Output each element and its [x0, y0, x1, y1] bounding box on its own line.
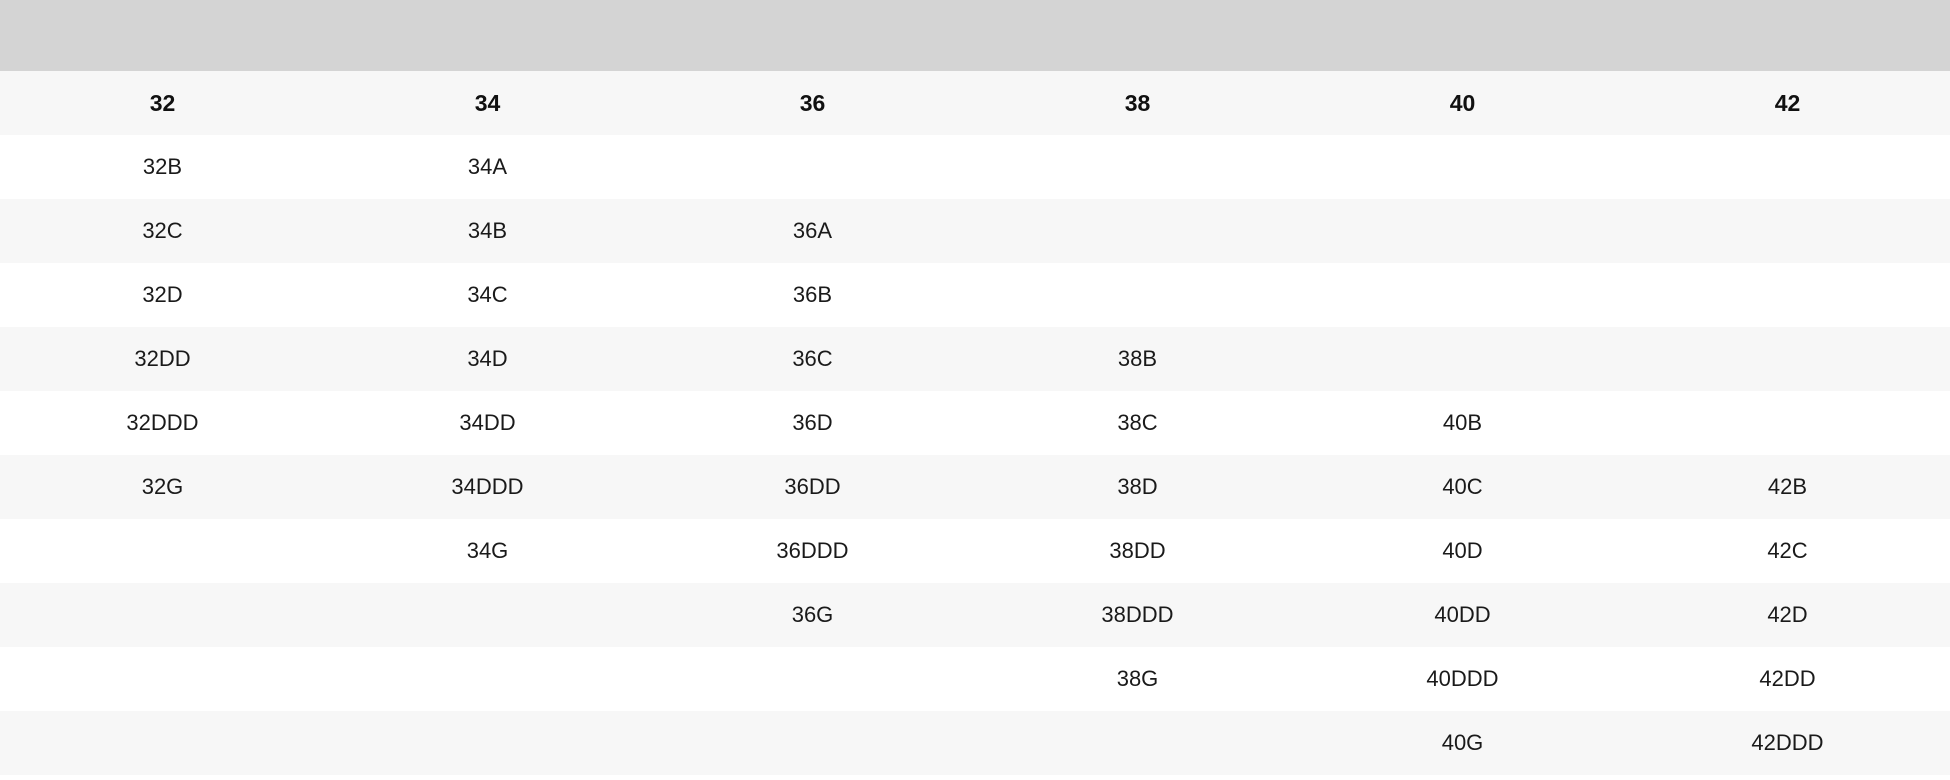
table-row [0, 647, 1950, 711]
table-cell: 42DDD [1625, 711, 1950, 775]
table-cell: 40DD [1300, 583, 1625, 647]
table-cell: 38DDD [975, 583, 1300, 647]
table-cell [1625, 327, 1950, 391]
table-cell [325, 583, 650, 647]
table-cell: 32B [0, 135, 325, 199]
table-row [0, 199, 1950, 263]
table-cell [975, 711, 1300, 775]
table-cell: 34G [325, 519, 650, 583]
table-header [0, 71, 1950, 135]
table-cell: 42DD [1625, 647, 1950, 711]
top-bar [0, 0, 1950, 71]
table-cell: 34B [325, 199, 650, 263]
table-cell [1300, 327, 1625, 391]
column-header-band-32: 32 [0, 71, 325, 135]
table-row [0, 327, 1950, 391]
table-cell: 34DDD [325, 455, 650, 519]
table-cell: 36DD [650, 455, 975, 519]
table-cell: 36G [650, 583, 975, 647]
table-cell [1625, 391, 1950, 455]
table-row [0, 583, 1950, 647]
table-cell [0, 647, 325, 711]
table-cell: 32D [0, 263, 325, 327]
table-cell: 42B [1625, 455, 1950, 519]
table-cell: 34C [325, 263, 650, 327]
column-header-band-34: 34 [325, 71, 650, 135]
table-body [0, 135, 1950, 775]
column-header-band-42: 42 [1625, 71, 1950, 135]
table-cell [0, 519, 325, 583]
bra-size-table [0, 71, 1950, 775]
table-cell [1625, 263, 1950, 327]
table-cell: 40D [1300, 519, 1625, 583]
table-cell: 38DD [975, 519, 1300, 583]
table-cell: 32DD [0, 327, 325, 391]
table-cell: 38D [975, 455, 1300, 519]
table-cell [975, 263, 1300, 327]
table-cell: 32DDD [0, 391, 325, 455]
table-cell [650, 647, 975, 711]
table-cell [650, 711, 975, 775]
table-cell [1625, 135, 1950, 199]
table-header-row [0, 71, 1950, 135]
table-cell [975, 135, 1300, 199]
table-cell: 42D [1625, 583, 1950, 647]
table-cell: 40B [1300, 391, 1625, 455]
table-cell [975, 199, 1300, 263]
table-cell [0, 583, 325, 647]
table-cell [650, 135, 975, 199]
table-cell [1300, 135, 1625, 199]
table-cell: 34DD [325, 391, 650, 455]
table-cell [325, 647, 650, 711]
table-cell [1300, 263, 1625, 327]
table-row [0, 519, 1950, 583]
table-cell: 36DDD [650, 519, 975, 583]
table-row [0, 455, 1950, 519]
table-cell: 34D [325, 327, 650, 391]
table-cell: 36A [650, 199, 975, 263]
column-header-band-40: 40 [1300, 71, 1625, 135]
column-header-band-38: 38 [975, 71, 1300, 135]
table-cell: 40C [1300, 455, 1625, 519]
table-cell: 40G [1300, 711, 1625, 775]
table-cell [325, 711, 650, 775]
table-cell: 38B [975, 327, 1300, 391]
table-cell: 36C [650, 327, 975, 391]
column-header-band-36: 36 [650, 71, 975, 135]
table-cell: 32G [0, 455, 325, 519]
table-cell: 34A [325, 135, 650, 199]
table-cell [0, 711, 325, 775]
table-cell: 40DDD [1300, 647, 1625, 711]
table-cell: 36D [650, 391, 975, 455]
table-cell: 38G [975, 647, 1300, 711]
table-row [0, 391, 1950, 455]
table-row [0, 263, 1950, 327]
table-cell: 38C [975, 391, 1300, 455]
table-row [0, 711, 1950, 775]
table-cell: 36B [650, 263, 975, 327]
table-cell: 42C [1625, 519, 1950, 583]
table-row [0, 135, 1950, 199]
table-cell [1625, 199, 1950, 263]
table-cell [1300, 199, 1625, 263]
table-cell: 32C [0, 199, 325, 263]
